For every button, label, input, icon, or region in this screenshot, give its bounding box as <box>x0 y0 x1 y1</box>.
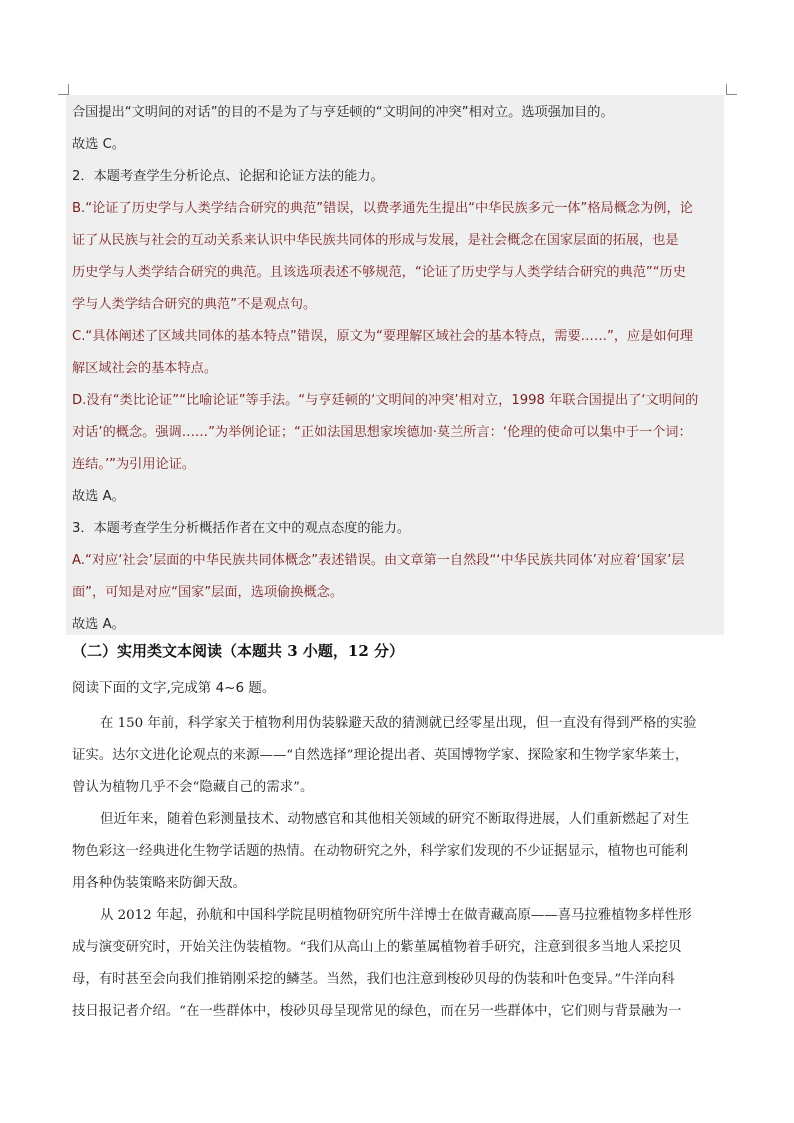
answer-line: D.没有“类比论证”“比喻论证”等手法。“与亨廷顿的‘文明间的冲突’相对立，1998 年联合国提出了‘文明间的 <box>72 393 699 408</box>
answer-line: 合国提出“文明间的对话”的目的不是为了与亨廷顿的“文明间的冲突”相对立。选项强加目的。 <box>72 105 614 120</box>
passage-line: 物色彩这一经典进化生物学话题的热情。在动物研究之外，科学家们发现的不少证据显示，植物也可能利 <box>72 844 688 859</box>
section-heading: （二）实用类文本阅读（本题共 3 小题，12 分） <box>72 642 404 660</box>
passage-line: 曾认为植物几乎不会“隐藏自己的需求”。 <box>72 780 314 795</box>
answer-line: 连结。’”为引用论证。 <box>72 457 196 472</box>
crop-mark-top-right <box>726 84 737 95</box>
passage-line: 技日报记者介绍。“在一些群体中，梭砂贝母呈现常见的绿色，而在另一些群体中，它们则与背景融为一 <box>72 1004 682 1019</box>
answer-line: 对话’的概念。强调……”为举例论证；“正如法国思想家埃德加·莫兰所言：‘伦理的使命可以集中于一个词： <box>72 425 692 440</box>
passage-line: 用各种伪装策略来防御天敌。 <box>72 876 247 891</box>
answer-line: 3．本题考查学生分析概括作者在文中的观点态度的能力。 <box>72 521 411 536</box>
reading-instruction: 阅读下面的文字,完成第 4~6 题。 <box>72 680 276 696</box>
passage-line: 在 150 年前，科学家关于植物利用伪装躲避天敌的猜测就已经零星出现，但一直没有得到严格的实验 <box>100 716 697 731</box>
answer-line: 历史学与人类学结合研究的典范。且该选项表述不够规范，“论证了历史学与人类学结合研究的典范”“历史 <box>72 265 686 280</box>
answer-line: 学与人类学结合研究的典范”不是观点句。 <box>72 297 317 312</box>
passage-line: 母，有时甚至会向我们推销刚采挖的鳞茎。当然，我们也注意到梭砂贝母的伪装和叶色变异。”牛洋向科 <box>72 972 675 987</box>
answer-line: 2．本题考查学生分析论点、论据和论证方法的能力。 <box>72 169 384 184</box>
passage-line: 但近年来，随着色彩测量技术、动物感官和其他相关领域的研究不断取得进展，人们重新燃起了对生 <box>100 812 690 827</box>
answer-line: 解区域社会的基本特点。 <box>72 361 218 376</box>
answer-line: 证了从民族与社会的互动关系来认识中华民族共同体的形成与发展，是社会概念在国家层面的拓展，也是 <box>72 233 679 248</box>
answer-line: 故选 A。 <box>72 617 125 632</box>
passage-line: 从 2012 年起，孙航和中国科学院昆明植物研究所牛洋博士在做青藏高原——喜马拉雅植物多样性形 <box>100 908 692 923</box>
answer-line: B.“论证了历史学与人类学结合研究的典范”错误，以费孝通先生提出“中华民族多元一体”格局概念为例，论 <box>72 201 693 216</box>
passage-line: 成与演变研究时，开始关注伪装植物。“我们从高山上的紫堇属植物着手研究，注意到很多当地人采挖贝 <box>72 940 682 955</box>
passage-line: 证实。达尔文进化论观点的来源——“自然选择”理论提出者、英国博物学家、探险家和生物学家华莱士， <box>72 748 689 763</box>
answer-line: C.“具体阐述了区域共同体的基本特点”错误，原文为“要理解区域社会的基本特点，需要……”，应是如何理 <box>72 329 693 344</box>
answer-line: A.“对应‘社会’层面的中华民族共同体概念”表述错误。由文章第一自然段“‘中华民族共同体’对应着‘国家’层 <box>72 553 685 568</box>
answer-line: 故选 A。 <box>72 489 125 504</box>
crop-mark-top-left <box>58 84 69 95</box>
answer-line: 面”，可知是对应“国家”层面，选项偷换概念。 <box>72 585 344 600</box>
answer-line: 故选 C。 <box>72 137 125 152</box>
